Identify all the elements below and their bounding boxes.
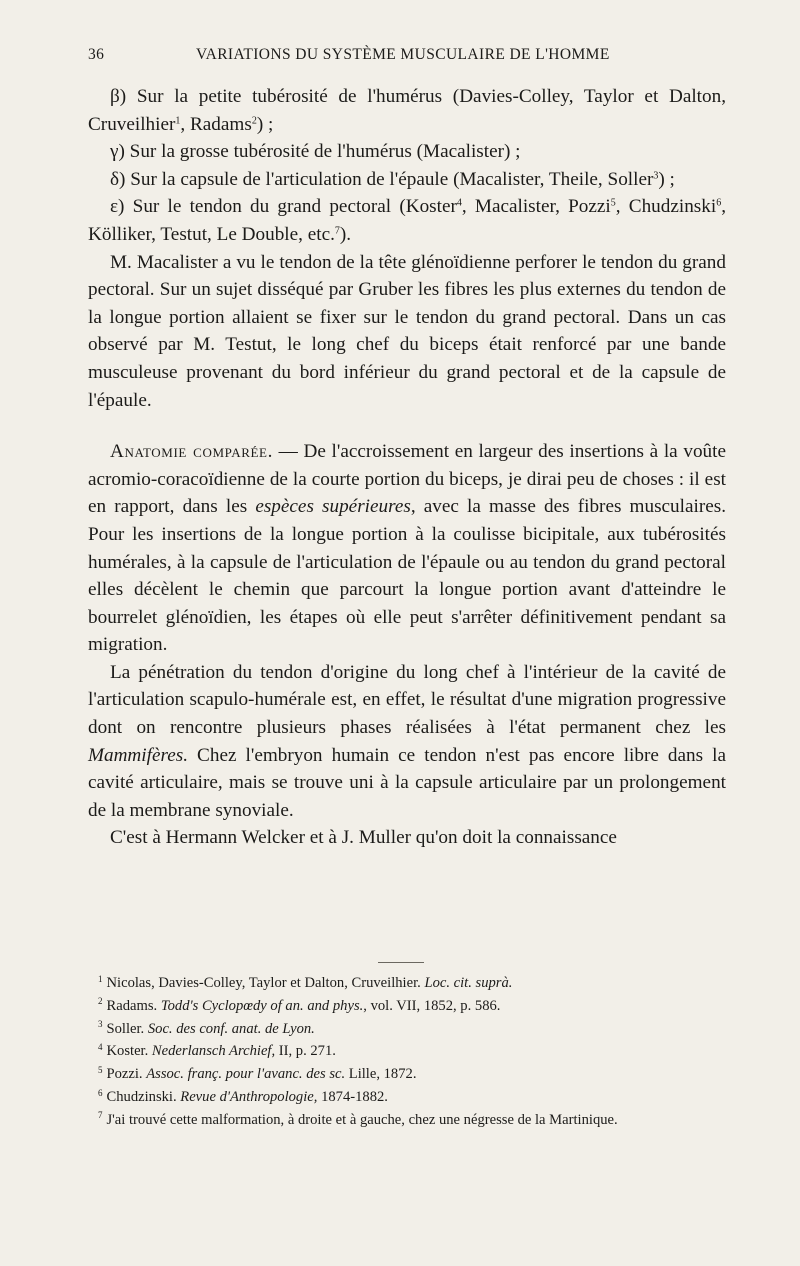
paragraph-macalister: M. Macalister a vu le tendon de la tête glénoïdienne perforer le tendon du grand pectoral. Sur un sujet disséqué par Gruber les fibres les plus externes du tendon de la longue portion allaient se fixer sur le tendon du grand pectoral. Dans un cas observé par M. Testut, le long chef du biceps était renforcé par une bande musculeuse provenant du bord inférieur du grand pectoral et de la capsule de l'épaule. (88, 251, 726, 411)
footnote: $^4$ Koster. Nederlansch Archief, II, p. 271. (98, 1042, 336, 1060)
paragraph-delta: δ) Sur la capsule de l'articulation de l'épaule (Macalister, Theile, Soller$^3$) ; (110, 168, 675, 190)
footnote-rule (378, 962, 424, 963)
footnote: $^1$ Nicolas, Davies-Colley, Taylor et Dalton, Cruveilhier. Loc. cit. suprà. (98, 973, 513, 991)
paragraph-epsilon: ε) Sur le tendon du grand pectoral (Koster$^4$, Macalister, Pozzi$^5$, Chudzinski$^6$, Kölliker, Testut, Le Double, etc.$^7$). (88, 196, 726, 245)
footnote: $^5$ Pozzi. Assoc. franç. pour l'avanc. des sc. Lille, 1872. (98, 1064, 417, 1083)
paragraph-gamma: γ) Sur la grosse tubérosité de l'humérus (Macalister) ; (110, 141, 521, 163)
paragraph-beta: β) Sur la petite tubérosité de l'humérus (Davies-Colley, Taylor et Dalton, Cruveilhier$^1$, Radams$^2$) ; (88, 86, 726, 135)
section-gap (88, 414, 726, 438)
footnote: $^2$ Radams. Todd's Cyclopœdy of an. and phys., vol. VII, 1852, p. 586. (98, 996, 501, 1014)
running-title: VARIATIONS DU SYSTÈME MUSCULAIRE DE L'HOMME (196, 46, 610, 63)
footnote: $^6$ Chudzinski. Revue d'Anthropologie, 1874-1882. (98, 1087, 388, 1105)
running-head (88, 46, 728, 72)
page-number: 36 (88, 46, 105, 63)
paragraph-anatomie-comparee: Anatomie comparée. — De l'accroissement en largeur des insertions à la voûte acromio-coracoïdienne de la courte portion du biceps, je dirai peu de choses : il est en rapport, dans les espèces supérieures, avec la masse des fibres musculaires. Pour les insertions de la longue portion à la coulisse bicipitale, aux tubérosités humérales, à la capsule de l'articulation de l'épaule ou au tendon du grand pectoral elles décèlent le chemin que parcourt la longue portion avant d'atteindre le bourrelet glénoïdien, les étapes où elle peut s'arrêter définitivement pendant sa migration. (88, 441, 726, 656)
body-text (88, 83, 726, 852)
footnote: $^3$ Soller. Soc. des conf. anat. de Lyon. (98, 1019, 315, 1037)
footnotes (88, 972, 748, 1132)
paragraph-welcker: C'est à Hermann Welcker et à J. Muller qu'on doit la connaissance (110, 827, 617, 849)
footnote: $^7$ J'ai trouvé cette malformation, à droite et à gauche, chez une négresse de la Martinique. (98, 1110, 618, 1128)
section-label: Anatomie comparée. (110, 441, 273, 463)
paragraph-penetration: La pénétration du tendon d'origine du long chef à l'intérieur de la cavité de l'articulation scapulo-humérale est, en effet, le résultat d'une migration progressive dont on rencontre plusieurs phases réalisées à l'état permanent chez les Mammifères. Chez l'embryon humain ce tendon n'est pas encore libre dans la cavité articulaire, mais se trouve uni à la capsule articulaire par un prolongement de la membrane synoviale. (88, 661, 726, 821)
